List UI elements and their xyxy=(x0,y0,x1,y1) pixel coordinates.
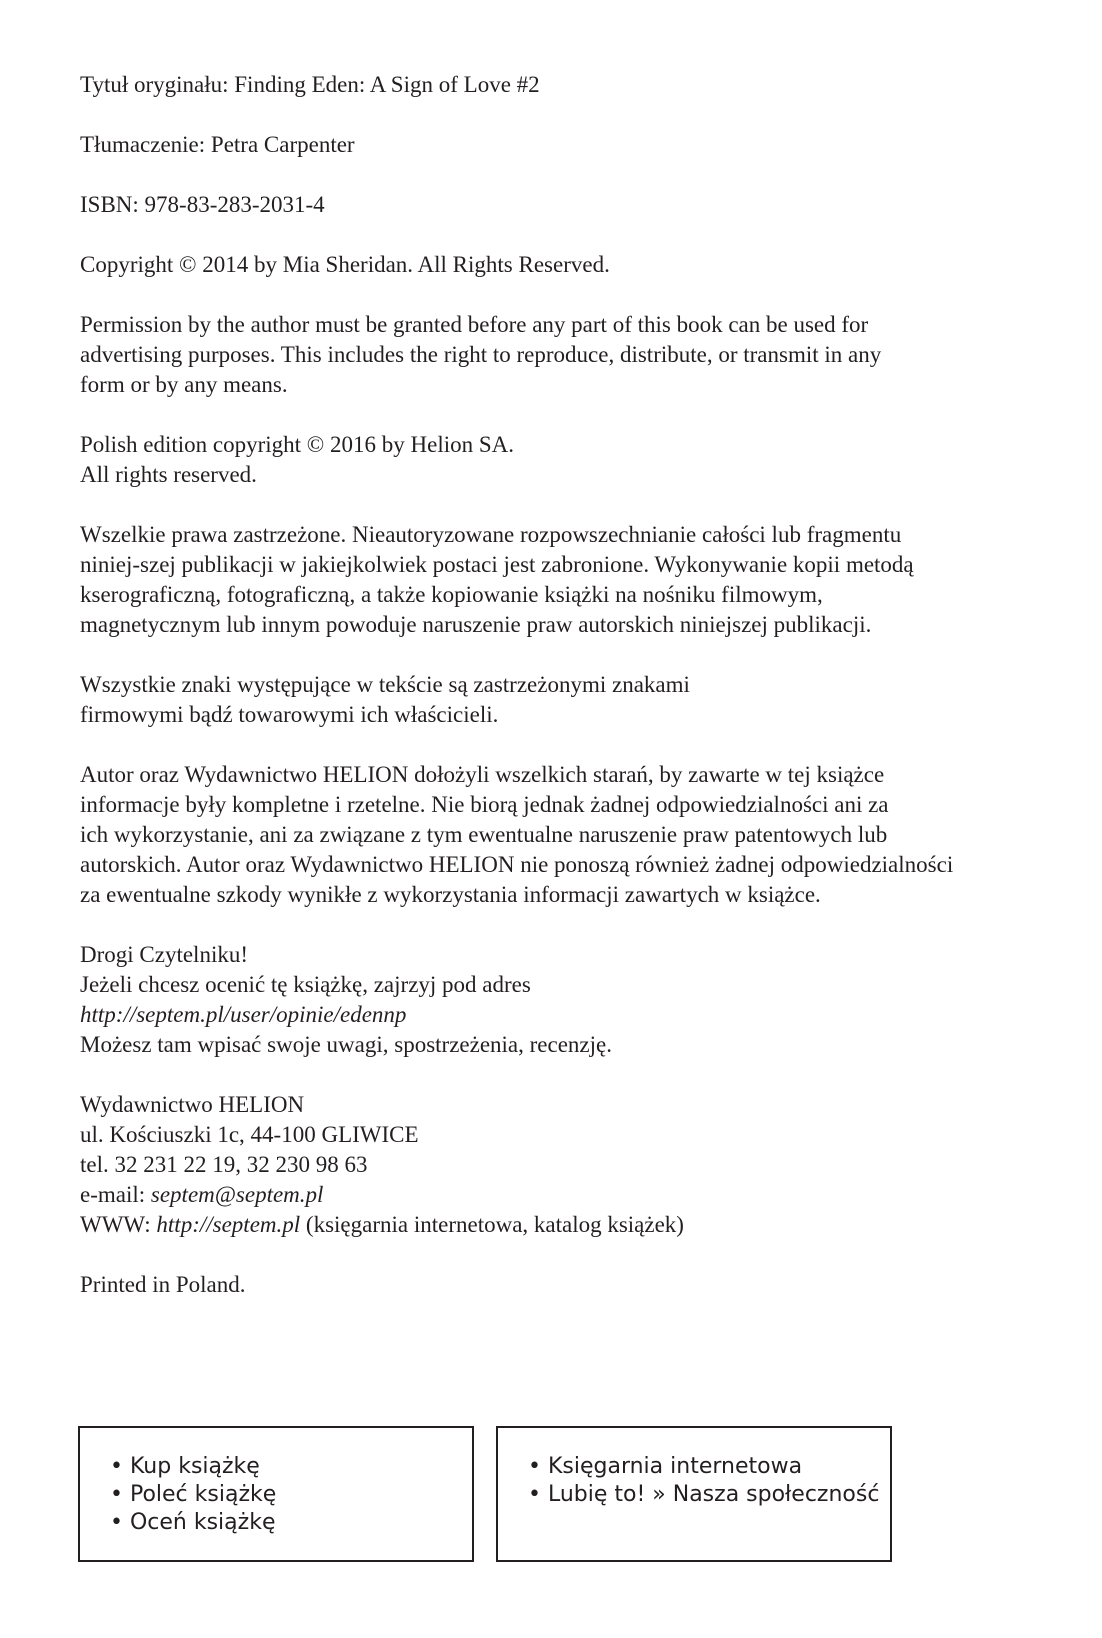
email-label: e-mail: xyxy=(80,1182,151,1207)
rate-book-link[interactable]: • Oceń książkę xyxy=(110,1510,276,1535)
review-link[interactable]: http://septem.pl/user/opinie/edennp xyxy=(80,1002,407,1027)
recommend-book-link[interactable]: • Poleć książkę xyxy=(110,1482,277,1507)
trademarks-paragraph xyxy=(80,670,1040,730)
reader-invite: Jeżeli chcesz ocenić tę książkę, zajrzyj pod adres xyxy=(80,972,531,997)
www-link[interactable]: http://septem.pl xyxy=(156,1212,301,1237)
community-box xyxy=(496,1426,892,1562)
permission-line: Permission by the author must be granted before any part of this book can be used for xyxy=(80,312,869,337)
disclaimer-line: Autor oraz Wydawnictwo HELION dołożyli wszelkich starań, by zawarte w tej książce xyxy=(80,762,885,787)
disclaimer-line: autorskich. Autor oraz Wydawnictwo HELION nie ponoszą również żadnej odpowiedzialności xyxy=(80,852,954,877)
permission-line: form or by any means. xyxy=(80,372,288,397)
permission-paragraph xyxy=(80,310,1040,400)
isbn: ISBN: 978-83-283-2031-4 xyxy=(80,192,325,217)
publisher-address: ul. Kościuszki 1c, 44-100 GLIWICE xyxy=(80,1122,419,1147)
imprint-page xyxy=(80,70,1040,1330)
publisher-block xyxy=(80,1090,1040,1240)
disclaimer-line: ich wykorzystanie, ani za związane z tym ewentualne naruszenie praw patentowych lub xyxy=(80,822,888,847)
buy-book-link[interactable]: • Kup książkę xyxy=(110,1454,260,1479)
publisher-www-line xyxy=(80,1210,1040,1240)
rights-line: magnetycznym lub innym powoduje naruszenie praw autorskich niniejszej publikacji. xyxy=(80,612,872,637)
publisher-name: Wydawnictwo HELION xyxy=(80,1092,305,1117)
reader-note: Możesz tam wpisać swoje uwagi, spostrzeżenia, recenzję. xyxy=(80,1032,612,1057)
publisher-phone: tel. 32 231 22 19, 32 230 98 63 xyxy=(80,1152,368,1177)
polish-copyright-line: Polish edition copyright © 2016 by Helion SA. xyxy=(80,432,515,457)
rights-line: kserograficzną, fotograficzną, a także kopiowanie książki na nośniku filmowym, xyxy=(80,582,823,607)
rights-line: Wszelkie prawa zastrzeżone. Nieautoryzowane rozpowszechnianie całości lub fragmentu xyxy=(80,522,902,547)
www-suffix: (księgarnia internetowa, katalog książek) xyxy=(300,1212,684,1237)
disclaimer-paragraph xyxy=(80,760,1040,910)
reader-paragraph xyxy=(80,940,1040,1060)
copyright-notice: Copyright © 2014 by Mia Sheridan. All Rights Reserved. xyxy=(80,252,610,277)
printed-in: Printed in Poland. xyxy=(80,1272,246,1297)
community-link[interactable]: • Lubię to! » Nasza społeczność xyxy=(528,1482,880,1507)
trademarks-line: firmowymi bądź towarowymi ich właścicieli. xyxy=(80,702,499,727)
email-link[interactable]: septem@septem.pl xyxy=(150,1182,324,1207)
translator: Tłumaczenie: Petra Carpenter xyxy=(80,132,355,157)
polish-copyright-line: All rights reserved. xyxy=(80,462,257,487)
polish-copyright-paragraph xyxy=(80,430,1040,490)
permission-line: advertising purposes. This includes the right to reproduce, distribute, or transmit in any xyxy=(80,342,882,367)
online-bookstore-link[interactable]: • Księgarnia internetowa xyxy=(528,1454,803,1479)
original-title: Tytuł oryginału: Finding Eden: A Sign of Love #2 xyxy=(80,72,540,97)
reader-greeting: Drogi Czytelniku! xyxy=(80,942,248,967)
trademarks-line: Wszystkie znaki występujące w tekście są zastrzeżonymi znakami xyxy=(80,672,690,697)
disclaimer-line: informacje były kompletne i rzetelne. Nie biorą jednak żadnej odpowiedzialności ani za xyxy=(80,792,889,817)
rights-reserved-paragraph xyxy=(80,520,1040,640)
www-label: WWW: xyxy=(80,1212,157,1237)
book-actions-box xyxy=(78,1426,474,1562)
rights-line: niniej-szej publikacji w jakiejkolwiek postaci jest zabronione. Wykonywanie kopii metodą xyxy=(80,552,914,577)
publisher-email-line xyxy=(80,1180,1040,1210)
disclaimer-line: za ewentualne szkody wynikłe z wykorzystania informacji zawartych w książce. xyxy=(80,882,821,907)
